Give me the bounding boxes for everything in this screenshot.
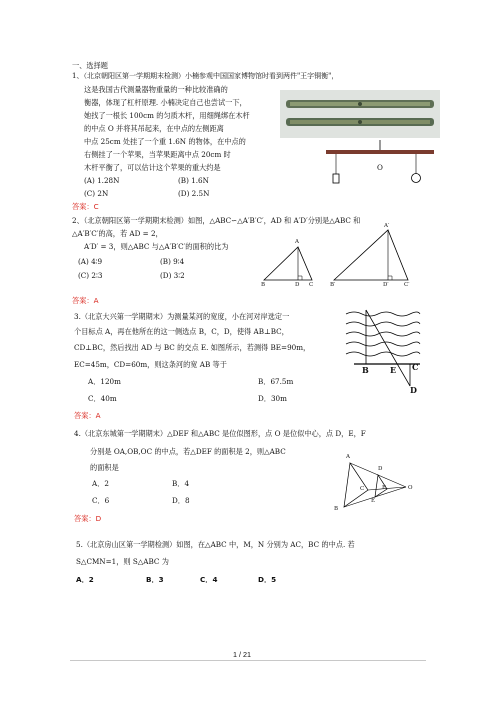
q4-label-o: O — [408, 485, 413, 491]
q3-label-b: B — [362, 365, 369, 375]
q4-option-a: A．2 — [92, 479, 109, 488]
q3-line-3: CD⊥BC，然后找出 AD 与 BC 的交点 E. 如图所示，若测得 BE=90m， — [74, 343, 311, 352]
q3-label-d: D — [410, 385, 417, 395]
q4-label-c: C — [360, 486, 365, 492]
q3-option-c: C．40m — [88, 394, 117, 403]
q1-line-2: 这是我国古代测量器物重量的一种比较准确的 — [84, 85, 228, 94]
q2-option-d: (D) 3∶2 — [160, 271, 185, 280]
q1-option-d: (D) 2.5N — [178, 189, 210, 198]
q4-line-2: 分别是 OA,OB,OC 的中点，若△DEF 的面积是 2，则△ABC — [90, 447, 286, 456]
q3-line-2: 个目标点 A，再在他所在的这一侧选点 B，C，D，使得 AB⊥BC， — [74, 327, 289, 336]
q1-answer: 答案：C — [72, 202, 99, 211]
q5-option-b: B．3 — [146, 575, 164, 584]
q4-label-a: A — [346, 454, 350, 460]
q2-label-b: B — [261, 282, 266, 288]
q5-option-d: D．5 — [258, 575, 277, 584]
q1-option-b: (B) 1.6N — [178, 176, 209, 185]
q4-answer: 答案：D — [74, 514, 102, 523]
q5-option-a: A．2 — [76, 575, 94, 584]
q1-line-7: 右侧挂了一个苹果，当苹果距离中点 20cm 时 — [84, 150, 231, 159]
q4-label-f: F — [382, 485, 386, 491]
q3-label-c: C — [412, 362, 419, 372]
q4-option-c: C．6 — [92, 496, 110, 505]
q4-line-3: 的面积是 — [90, 463, 119, 472]
q2-line-2: △A′B′C′的高，若 AD = 2， — [72, 229, 163, 238]
q2-option-a: (A) 4∶9 — [78, 257, 103, 266]
q1-line-3: 衡器，体现了杠杆原理. 小楠决定自己也尝试一下， — [84, 98, 247, 107]
q2-label-a: A — [295, 239, 299, 245]
q3-line-4: EC=45m，CD=60m，则这条河的宽 AB 等于 — [74, 360, 227, 369]
q2-option-c: (C) 2∶3 — [78, 271, 103, 280]
q5-line-1: 5.（北京房山区第一学期检测）如图，在△ABC 中，M，N 分别为 AC，BC 的中点. 若 — [76, 540, 355, 549]
q1-option-c: (C) 2N — [84, 189, 109, 198]
q2-label-c-prime: C′ — [404, 282, 410, 288]
q3-option-a: A．120m — [88, 377, 121, 386]
q1-option-a: (A) 1.28N — [84, 176, 120, 185]
q3-label-e: E — [390, 365, 397, 375]
q1-line-4: 她找了一根长 100cm 的匀质木杆，用细绳绑在木杆 — [84, 111, 250, 120]
q4-line-1: 4.（北京东城第一学期期末）△DEF 和△ABC 是位似图形，点 O 是位似中心，点 D，E，F — [74, 429, 366, 438]
section-title: 一、选择题 — [72, 61, 108, 70]
q2-label-d-prime: D′ — [383, 282, 389, 288]
footer-divider — [70, 660, 426, 661]
q1-line-6: 中点 25cm 处挂了一个重 1.6N 的物体，在中点的 — [84, 137, 246, 146]
q5-option-c: C．4 — [200, 575, 218, 584]
q2-label-c: C — [309, 282, 314, 288]
q3-answer: 答案：A — [74, 411, 101, 420]
q2-line-1: 2、（北京朝阳区第一学期期末检测）如图，△ABC∽△A′B′C′，AD 和 A′D′分别是△ABC 和 — [72, 216, 361, 225]
q2-label-b-prime: B′ — [330, 282, 336, 288]
bronze-balance-photo — [280, 90, 440, 138]
q2-option-b: (B) 9∶4 — [160, 257, 185, 266]
q1-line-1: 1、（北京朝阳区第一学期期末检测）小楠参观中国国家博物馆时看到两件"王字铜衡"， — [72, 72, 339, 80]
page-number: 1 / 21 — [233, 650, 251, 659]
q4-option-d: D．8 — [172, 496, 190, 505]
q4-label-e: E — [371, 498, 376, 504]
q1-line-8: 木杆平衡了，可以估计这个苹果的重大约是 — [84, 163, 221, 172]
lever-point-o-label: O — [377, 163, 383, 172]
q1-line-5: 的中点 O 并将其吊起来，在中点的左侧距离 — [84, 124, 224, 133]
q2-line-3: A′D′ = 3，则△ABC 与△A′B′C′的面积的比为 — [84, 242, 229, 251]
q2-answer: 答案：A — [72, 296, 99, 305]
q3-line-1: 3.（北京大兴第一学期期末）为测量某河的宽度，小在河对岸选定一 — [74, 312, 290, 321]
q4-label-b: B — [334, 506, 339, 512]
q4-option-b: B．4 — [172, 479, 190, 488]
q2-label-a-prime: A′ — [384, 223, 390, 229]
q3-option-b: B．67.5m — [258, 377, 294, 386]
similar-triangles-figure — [258, 225, 418, 285]
q4-label-d: D — [378, 466, 383, 472]
q5-line-2: S△CMN=1，则 S△ABC 为 — [76, 557, 169, 566]
q3-option-d: D．30m — [258, 394, 287, 403]
q2-label-d: D — [295, 282, 300, 288]
